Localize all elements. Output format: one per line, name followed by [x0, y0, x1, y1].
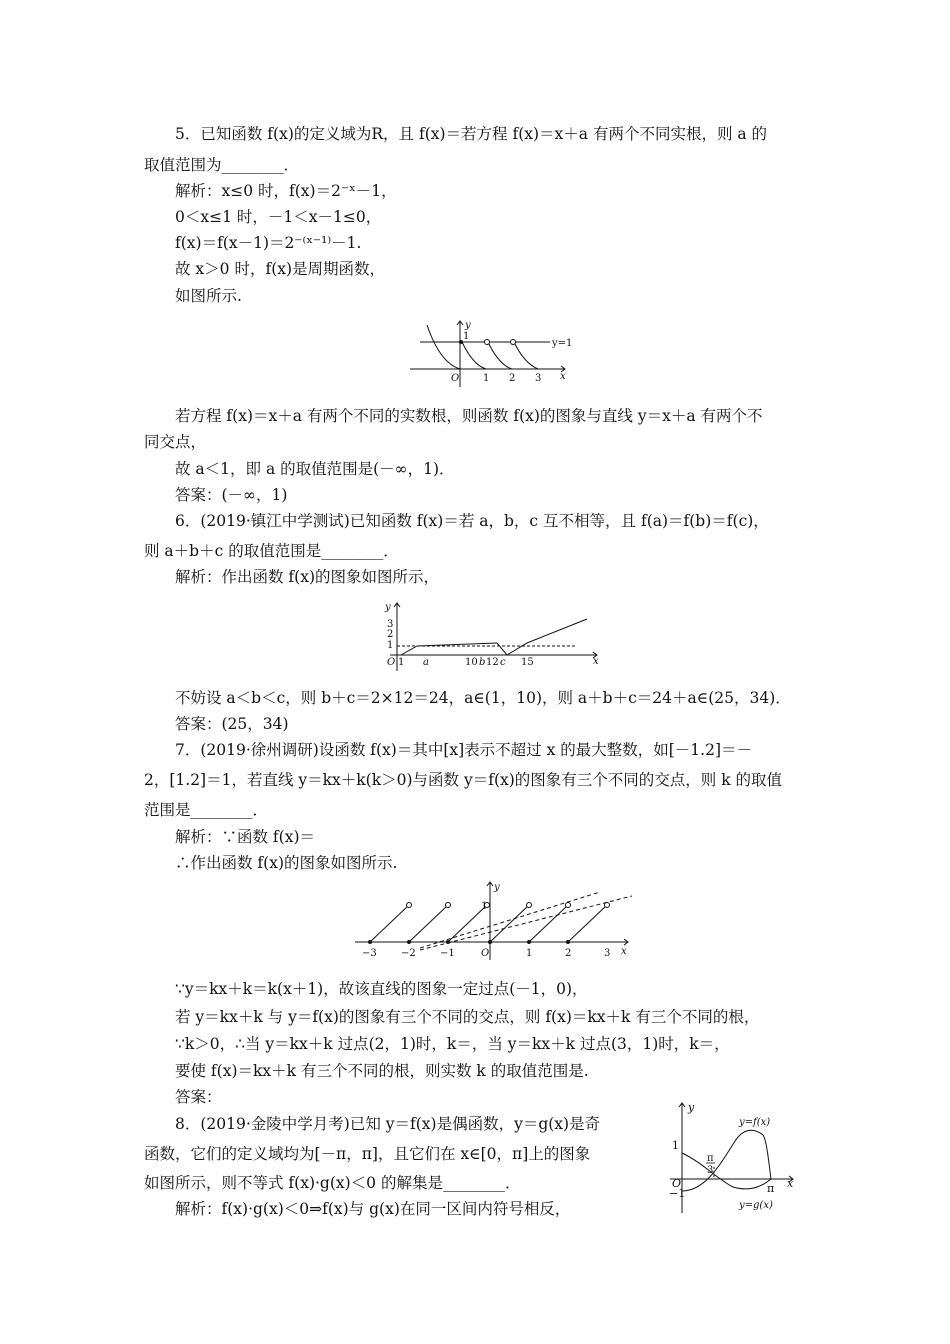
- problem7-solution-line2: ∴作出函数 f(x)的图象如图所示.: [175, 854, 398, 872]
- tick-x10: 10: [465, 657, 478, 668]
- problem7-figure: [350, 878, 635, 963]
- problem8-figure: [655, 1095, 805, 1220]
- tick-xm3: −3: [362, 948, 377, 959]
- problem5-solution-line8: 故 a＜1，即 a 的取值范围是(－∞，1)．: [175, 460, 455, 478]
- tick-y1: 1: [387, 640, 394, 651]
- curve-g-label: y=g(x): [739, 1200, 773, 1211]
- axis-x-label: x: [560, 371, 566, 382]
- tick-x1: 1: [526, 948, 533, 959]
- problem5-solution-line1: 解析：x≤0 时，f(x)＝2⁻ˣ－1，: [175, 182, 397, 200]
- problem7-solution-line6: 要使 f(x)＝kx＋k 有三个不同的根，则实数 k 的取值范围是.: [175, 1062, 589, 1080]
- tick-ym1: −1: [669, 1187, 686, 1200]
- problem8-statement-line2: 函数，它们的定义域均为[－π，π]，且它们在 x∈[0，π]上的图象: [144, 1145, 591, 1163]
- origin-label: O: [387, 657, 396, 668]
- axis-y-label: y: [688, 1101, 695, 1114]
- problem8-statement-line3: 如图所示，则不等式 f(x)·g(x)＜0 的解集是________．: [144, 1174, 521, 1192]
- problem7-solution-line1: 解析：∵函数 f(x)＝: [175, 828, 316, 846]
- problem5-statement-line1: 5．已知函数 f(x)的定义域为R，且 f(x)＝若方程 f(x)＝x＋a 有两个不同实根，则 a 的: [175, 125, 768, 143]
- problem5-solution-line2: 0＜x≤1 时，－1＜x－1≤0，: [175, 208, 382, 226]
- axis-x-label: x: [593, 656, 599, 667]
- origin-label: O: [672, 1177, 682, 1190]
- tick-x2: 2: [509, 373, 516, 384]
- tick-x12: 12: [486, 657, 499, 668]
- tick-y3: 3: [387, 619, 394, 630]
- tick-y1: 1: [672, 1139, 679, 1152]
- tick-pi: π: [767, 1182, 775, 1195]
- axis-y-label: y: [465, 320, 471, 331]
- tick-x1: 1: [483, 373, 490, 384]
- problem6-answer: 答案：(25，34): [175, 715, 289, 733]
- problem5-answer: 答案：(－∞，1): [175, 486, 288, 504]
- problem8-statement-line1: 8．(2019·金陵中学月考)已知 y＝f(x)是偶函数，y＝g(x)是奇: [175, 1115, 601, 1133]
- tick-x1: 1: [398, 657, 405, 668]
- point-a-label: a: [423, 657, 429, 668]
- axis-x-label: x: [787, 1177, 794, 1190]
- problem5-solution-line4: 故 x＞0 时，f(x)是周期函数，: [175, 260, 386, 278]
- problem6-statement-line1: 6．(2019·镇江中学测试)已知函数 f(x)＝若 a，b，c 互不相等，且 f(a)＝f(b)＝f(c)，: [175, 512, 769, 530]
- tick-xm2: −2: [401, 948, 416, 959]
- problem6-figure: [375, 597, 605, 675]
- problem5-solution-line6: 若方程 f(x)＝x＋a 有两个不同的实数根，则函数 f(x)的图象与直线 y＝x＋a 有两个不: [175, 407, 763, 425]
- problem7-statement-line2: 2，[1.2]＝1，若直线 y＝kx＋k(k＞0)与函数 y＝f(x)的图象有三个不同的交点，则 k 的取值: [144, 771, 783, 789]
- origin-label: O: [451, 373, 460, 384]
- tick-y1: 1: [481, 901, 488, 912]
- problem6-solution-line2: 不妨设 a＜b＜c，则 b＋c＝2×12＝24，a∈(1，10)，则 a＋b＋c＝24＋a∈(25，34)．: [175, 689, 791, 707]
- problem7-statement-line1: 7．(2019·徐州调研)设函数 f(x)＝其中[x]表示不超过 x 的最大整数，如[－1.2]＝－: [175, 741, 753, 759]
- problem5-solution-line3: f(x)＝f(x－1)＝2⁻⁽ˣ⁻¹⁾－1.: [175, 234, 362, 252]
- tick-pi3-denominator: 3: [707, 1165, 714, 1176]
- line-y1-label: y=1: [552, 338, 573, 349]
- problem8-solution-line1: 解析：f(x)·g(x)＜0⇒f(x)与 g(x)在同一区间内符号相反，: [175, 1200, 571, 1218]
- axis-x-label: x: [621, 946, 627, 957]
- problem7-solution-line5: ∵k＞0，∴当 y＝kx＋k 过点(2，1)时，k＝，当 y＝kx＋k 过点(3，1)时，k＝，: [175, 1035, 730, 1053]
- problem5-figure: [405, 315, 590, 390]
- tick-x15: 15: [521, 657, 534, 668]
- problem6-statement-line2: 则 a＋b＋c 的取值范围是________．: [144, 542, 399, 560]
- problem7-statement-line3: 范围是________．: [144, 801, 269, 819]
- problem7-answer: 答案：: [175, 1088, 222, 1106]
- problem6-solution-line1: 解析：作出函数 f(x)的图象如图所示，: [175, 568, 440, 586]
- axis-y-label: y: [385, 602, 391, 613]
- tick-pi3-numerator: π: [707, 1153, 714, 1164]
- tick-x2: 2: [565, 948, 572, 959]
- point-b-label: b: [479, 657, 486, 668]
- problem5-solution-line7: 同交点，: [144, 433, 207, 451]
- tick-x3: 3: [604, 948, 611, 959]
- tick-xm1: −1: [440, 948, 455, 959]
- origin-label: O: [481, 948, 490, 959]
- problem7-solution-line3: ∵y＝kx＋k＝k(x＋1)，故该直线的图象一定过点(－1，0)，: [175, 980, 588, 998]
- tick-x3: 3: [535, 373, 542, 384]
- problem5-statement-line2: 取值范围为________．: [144, 156, 300, 174]
- curve-f-label: y=f(x): [739, 1117, 771, 1128]
- problem7-solution-line4: 若 y＝kx＋k 与 y＝f(x)的图象有三个不同的交点，则 f(x)＝kx＋k 有三个不同的根，: [175, 1008, 760, 1026]
- tick-y2: 2: [387, 629, 394, 640]
- axis-y-label: y: [494, 882, 500, 893]
- tick-y1: 1: [463, 331, 470, 342]
- point-c-label: c: [500, 657, 506, 668]
- problem5-solution-line5: 如图所示.: [175, 287, 242, 305]
